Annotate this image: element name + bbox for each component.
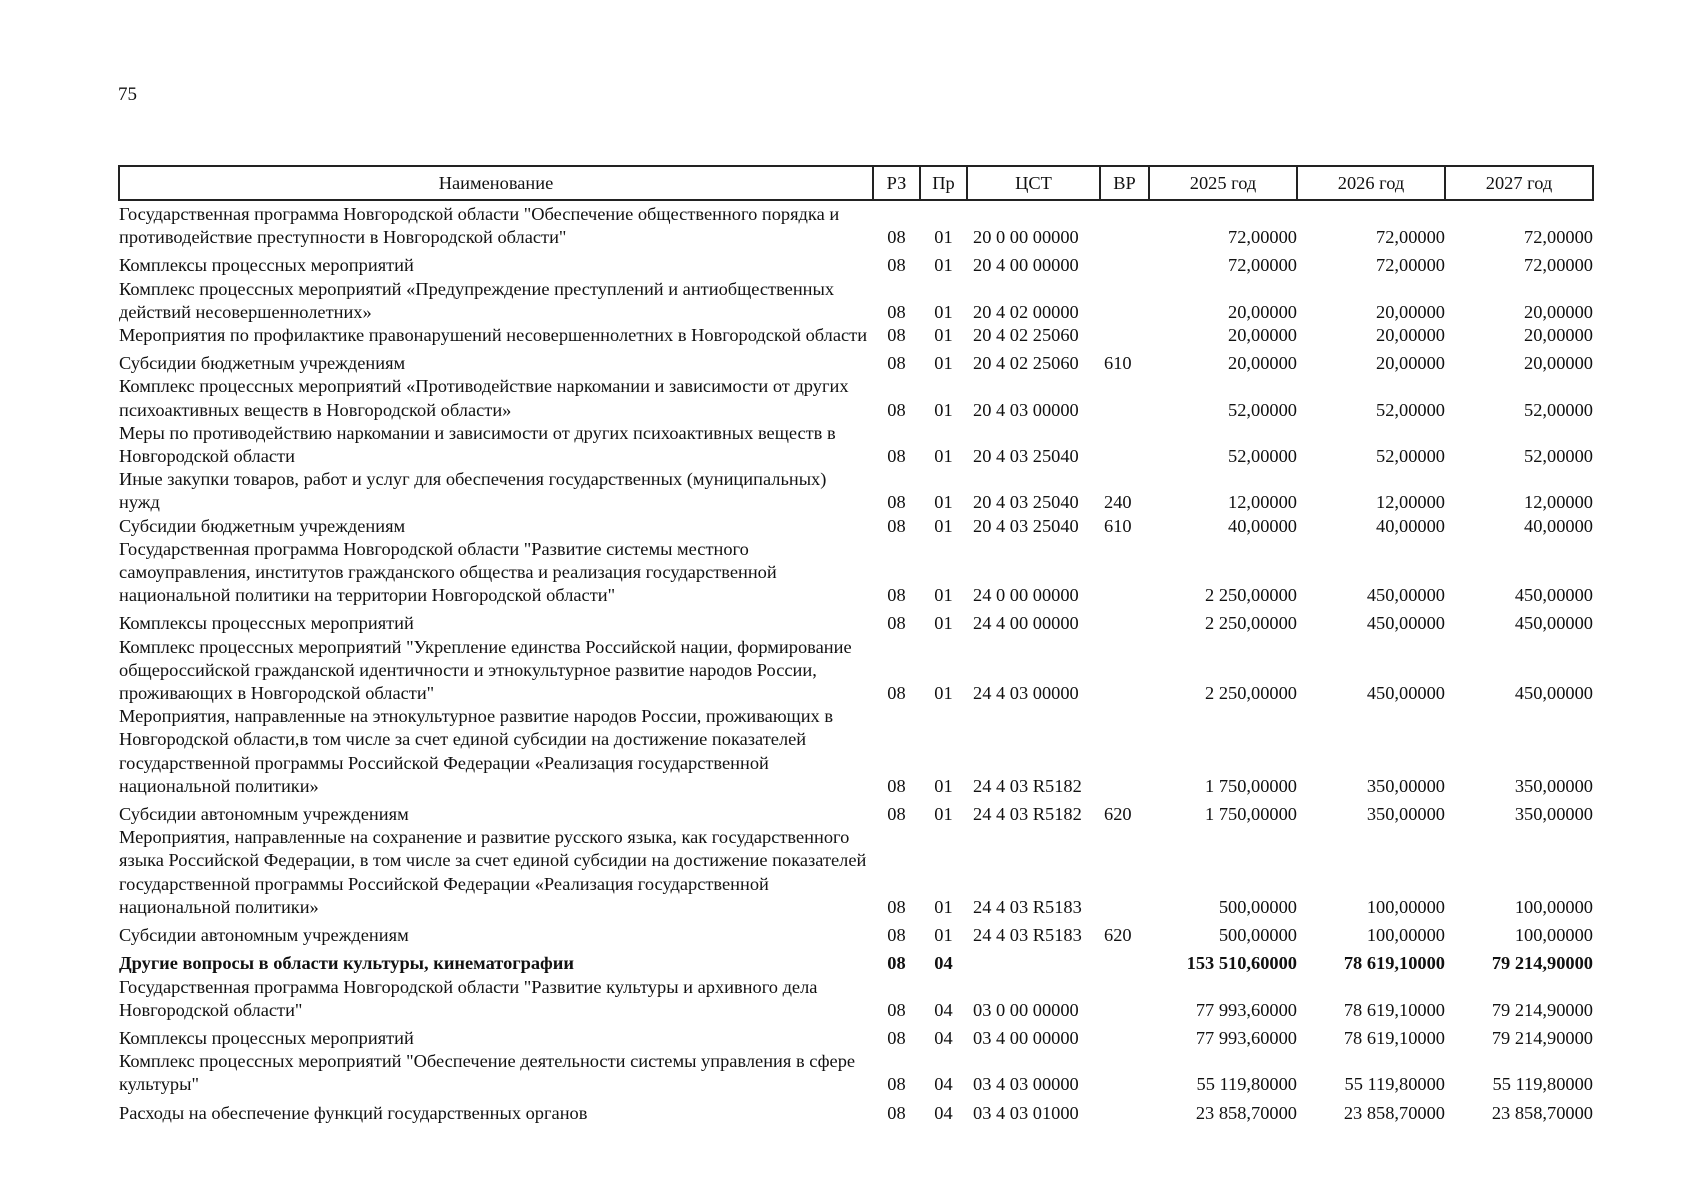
cell-y2026: 78 619,10000: [1343, 1027, 1445, 1048]
budget-table-container: [118, 165, 1592, 1125]
cell-y2027: 12,00000: [1524, 492, 1593, 513]
cell-y2025: 20,00000: [1228, 325, 1297, 346]
cell-name: Субсидии автономным учреждениям: [119, 804, 409, 825]
cell-y2026: 450,00000: [1366, 585, 1445, 606]
table-row: [119, 947, 1593, 975]
cell-y2027: 52,00000: [1524, 399, 1593, 420]
cell-rz: 08: [887, 255, 906, 276]
cell-y2027: 23 858,70000: [1491, 1102, 1593, 1123]
header-2026: 2026 год: [1297, 166, 1445, 200]
cell-cst: 24 4 00 00000: [973, 613, 1079, 634]
cell-vr: [1100, 324, 1149, 347]
table-row: [119, 375, 1593, 421]
cell-pr: 04: [934, 1074, 953, 1095]
cell-y2027: 20,00000: [1524, 301, 1593, 322]
cell-cst: 20 4 03 25040: [973, 492, 1079, 513]
cell-y2025: 72,00000: [1228, 227, 1297, 248]
header-row: [119, 166, 1593, 200]
cell-cst: [967, 947, 1100, 975]
cell-y2026: 100,00000: [1366, 896, 1445, 917]
table-row: [119, 919, 1593, 947]
cell-pr: 01: [934, 399, 953, 420]
cell-y2027: 450,00000: [1514, 613, 1593, 634]
cell-y2027: 79 214,90000: [1491, 953, 1593, 974]
table-row: [119, 538, 1593, 608]
cell-y2025: 1 750,00000: [1205, 775, 1297, 796]
table-body: [119, 200, 1593, 1125]
cell-cst: 20 4 00 00000: [973, 255, 1079, 276]
cell-pr: 01: [934, 353, 953, 374]
header-vr: ВР: [1100, 166, 1149, 200]
cell-name: Комплекс процессных мероприятий «Противодействие наркомании и зависимости от других психоактивных веществ в Новгородской области»: [119, 376, 849, 420]
cell-y2026: 20,00000: [1376, 353, 1445, 374]
cell-pr: 01: [934, 325, 953, 346]
cell-y2026: 52,00000: [1376, 446, 1445, 467]
cell-name: Комплексы процессных мероприятий: [119, 613, 414, 634]
cell-pr: 01: [934, 492, 953, 513]
cell-rz: 08: [887, 1074, 906, 1095]
cell-rz: 08: [887, 301, 906, 322]
cell-pr: 01: [934, 804, 953, 825]
cell-pr: 01: [934, 227, 953, 248]
cell-cst: 03 4 03 00000: [973, 1074, 1079, 1095]
table-row: [119, 324, 1593, 347]
cell-cst: 20 4 02 00000: [973, 301, 1079, 322]
cell-name: Комплексы процессных мероприятий: [119, 1027, 414, 1048]
cell-y2027: 350,00000: [1514, 804, 1593, 825]
cell-rz: 08: [887, 492, 906, 513]
cell-pr: 01: [934, 683, 953, 704]
cell-name: Комплексы процессных мероприятий: [119, 255, 414, 276]
cell-vr: [1100, 636, 1149, 706]
cell-name: Комплекс процессных мероприятий "Укрепление единства Российской нации, формирование общероссийской гражданской идентичности и этнокультурное развитие народов России, проживающих в Новгородской области": [119, 636, 852, 704]
cell-rz: 08: [887, 325, 906, 346]
cell-pr: 01: [934, 775, 953, 796]
cell-rz: 08: [887, 353, 906, 374]
cell-y2027: 20,00000: [1524, 353, 1593, 374]
cell-vr: [1100, 705, 1149, 798]
cell-rz: 08: [887, 925, 906, 946]
cell-vr: [1100, 607, 1149, 635]
cell-y2025: 77 993,60000: [1195, 999, 1297, 1020]
cell-vr: [1100, 278, 1149, 324]
cell-y2027: 100,00000: [1514, 925, 1593, 946]
cell-vr: [1100, 249, 1149, 277]
cell-rz: 08: [887, 775, 906, 796]
cell-y2025: 12,00000: [1228, 492, 1297, 513]
cell-y2026: 450,00000: [1366, 683, 1445, 704]
cell-vr: 620: [1104, 925, 1132, 946]
cell-cst: 24 4 03 R5183: [973, 925, 1082, 946]
cell-y2027: 450,00000: [1514, 683, 1593, 704]
cell-y2027: 350,00000: [1514, 775, 1593, 796]
table-row: [119, 468, 1593, 514]
table-row: [119, 607, 1593, 635]
cell-vr: 610: [1104, 353, 1132, 374]
cell-pr: 01: [934, 515, 953, 536]
cell-pr: 01: [934, 896, 953, 917]
cell-rz: 08: [887, 999, 906, 1020]
cell-y2025: 77 993,60000: [1195, 1027, 1297, 1048]
cell-y2025: 72,00000: [1228, 255, 1297, 276]
cell-vr: 240: [1104, 492, 1132, 513]
header-pr: Пр: [920, 166, 967, 200]
table-row: [119, 798, 1593, 826]
budget-table: [118, 165, 1594, 1125]
cell-rz: 08: [887, 613, 906, 634]
cell-rz: 08: [887, 515, 906, 536]
cell-y2026: 78 619,10000: [1343, 999, 1445, 1020]
table-row: [119, 422, 1593, 468]
cell-y2026: 12,00000: [1376, 492, 1445, 513]
cell-vr: [1100, 1022, 1149, 1050]
cell-name: Государственная программа Новгородской области "Обеспечение общественного порядка и противодействие преступности в Новгородской области": [119, 204, 840, 248]
cell-vr: [1100, 1050, 1149, 1096]
cell-y2025: 20,00000: [1228, 301, 1297, 322]
table-row: [119, 826, 1593, 919]
cell-y2026: 450,00000: [1366, 613, 1445, 634]
cell-rz: 08: [887, 585, 906, 606]
cell-y2026: 52,00000: [1376, 399, 1445, 420]
cell-rz: 08: [887, 399, 906, 420]
cell-y2027: 40,00000: [1524, 515, 1593, 536]
cell-y2027: 72,00000: [1524, 255, 1593, 276]
cell-cst: 20 4 02 25060: [973, 353, 1079, 374]
cell-y2025: 52,00000: [1228, 446, 1297, 467]
table-row: [119, 705, 1593, 798]
cell-name: Субсидии бюджетным учреждениям: [119, 515, 406, 536]
cell-vr: [1100, 976, 1149, 1022]
cell-cst: 24 4 03 00000: [973, 683, 1079, 704]
cell-y2027: 20,00000: [1524, 325, 1593, 346]
cell-name: Другие вопросы в области культуры, кинематографии: [119, 953, 574, 974]
cell-y2025: 500,00000: [1218, 925, 1297, 946]
header-2027: 2027 год: [1445, 166, 1593, 200]
cell-pr: 01: [934, 446, 953, 467]
cell-y2026: 100,00000: [1366, 925, 1445, 946]
cell-pr: 04: [934, 1027, 953, 1048]
cell-cst: 03 0 00 00000: [973, 999, 1079, 1020]
cell-y2025: 500,00000: [1218, 896, 1297, 917]
cell-vr: 620: [1104, 804, 1132, 825]
cell-cst: 20 0 00 00000: [973, 227, 1079, 248]
table-row: [119, 1097, 1593, 1125]
cell-rz: 08: [887, 896, 906, 917]
cell-y2027: 450,00000: [1514, 585, 1593, 606]
cell-vr: [1100, 826, 1149, 919]
cell-vr: [1100, 1097, 1149, 1125]
cell-cst: 24 4 03 R5183: [973, 896, 1082, 917]
cell-y2027: 52,00000: [1524, 446, 1593, 467]
table-row: [119, 200, 1593, 249]
cell-cst: 03 4 03 01000: [973, 1102, 1079, 1123]
cell-y2025: 1 750,00000: [1205, 804, 1297, 825]
cell-name: Комплекс процессных мероприятий «Предупреждение преступлений и антиобщественных действий несовершеннолетних»: [119, 278, 835, 322]
cell-y2026: 72,00000: [1376, 255, 1445, 276]
cell-pr: 01: [934, 613, 953, 634]
header-name: Наименование: [119, 166, 873, 200]
cell-y2027: 100,00000: [1514, 896, 1593, 917]
cell-vr: [1100, 375, 1149, 421]
cell-cst: 20 4 03 25040: [973, 515, 1079, 536]
cell-y2025: 153 510,60000: [1186, 953, 1297, 974]
cell-rz: 08: [887, 1027, 906, 1048]
cell-y2026: 78 619,10000: [1343, 953, 1445, 974]
cell-name: Расходы на обеспечение функций государственных органов: [119, 1102, 588, 1123]
cell-y2025: 52,00000: [1228, 399, 1297, 420]
header-cst: ЦСТ: [967, 166, 1100, 200]
cell-name: Государственная программа Новгородской области "Развитие системы местного самоуправления, институтов гражданского общества и реализация государственной национальной политики на территории Новгородской области": [119, 538, 777, 606]
table-row: [119, 347, 1593, 375]
cell-y2026: 350,00000: [1366, 804, 1445, 825]
cell-y2027: 55 119,80000: [1492, 1074, 1593, 1095]
cell-y2025: 55 119,80000: [1196, 1074, 1297, 1095]
cell-y2026: 72,00000: [1376, 227, 1445, 248]
cell-rz: 08: [887, 953, 906, 974]
cell-rz: 08: [887, 446, 906, 467]
cell-y2025: 2 250,00000: [1205, 585, 1297, 606]
cell-y2025: 2 250,00000: [1205, 683, 1297, 704]
table-row: [119, 249, 1593, 277]
cell-name: Мероприятия по профилактике правонарушений несовершеннолетних в Новгородской области: [119, 325, 868, 346]
cell-rz: 08: [887, 683, 906, 704]
cell-y2027: 72,00000: [1524, 227, 1593, 248]
table-row: [119, 1050, 1593, 1096]
cell-vr: [1100, 538, 1149, 608]
cell-name: Иные закупки товаров, работ и услуг для обеспечения государственных (муниципальных) нужд: [119, 469, 827, 513]
cell-y2026: 20,00000: [1376, 301, 1445, 322]
table-row: [119, 636, 1593, 706]
page-number: 75: [118, 84, 137, 105]
header-rz: РЗ: [873, 166, 920, 200]
cell-pr: 04: [934, 1102, 953, 1123]
cell-vr: 610: [1104, 515, 1132, 536]
cell-vr: [1100, 947, 1149, 975]
cell-y2026: 40,00000: [1376, 515, 1445, 536]
cell-name: Субсидии бюджетным учреждениям: [119, 353, 406, 374]
cell-vr: [1100, 422, 1149, 468]
cell-rz: 08: [887, 227, 906, 248]
cell-y2026: 23 858,70000: [1343, 1102, 1445, 1123]
cell-cst: 24 0 00 00000: [973, 585, 1079, 606]
cell-name: Государственная программа Новгородской области "Развитие культуры и архивного дела Новгородской области": [119, 976, 818, 1020]
cell-cst: 20 4 02 25060: [973, 325, 1079, 346]
cell-y2026: 20,00000: [1376, 325, 1445, 346]
cell-pr: 01: [934, 585, 953, 606]
cell-y2026: 350,00000: [1366, 775, 1445, 796]
table-header: [119, 166, 1593, 200]
cell-y2025: 40,00000: [1228, 515, 1297, 536]
cell-cst: 20 4 03 25040: [973, 446, 1079, 467]
cell-pr: 01: [934, 301, 953, 322]
cell-cst: 24 4 03 R5182: [973, 775, 1082, 796]
cell-name: Мероприятия, направленные на этнокультурное развитие народов России, проживающих в Новгородской области,в том числе за счет единой субсидии на достижение показателей государственной программы Российской Федерации «Реализация государственной национальной политики»: [119, 706, 834, 796]
cell-pr: 01: [934, 255, 953, 276]
cell-cst: 03 4 00 00000: [973, 1027, 1079, 1048]
cell-y2025: 2 250,00000: [1205, 613, 1297, 634]
cell-vr: [1100, 200, 1149, 249]
cell-y2025: 23 858,70000: [1195, 1102, 1297, 1123]
cell-name: Комплекс процессных мероприятий "Обеспечение деятельности системы управления в сфере культуры": [119, 1051, 856, 1095]
cell-rz: 08: [887, 804, 906, 825]
cell-y2025: 20,00000: [1228, 353, 1297, 374]
cell-pr: 04: [934, 999, 953, 1020]
cell-y2027: 79 214,90000: [1491, 1027, 1593, 1048]
cell-y2027: 79 214,90000: [1491, 999, 1593, 1020]
cell-rz: 08: [887, 1102, 906, 1123]
cell-cst: 24 4 03 R5182: [973, 804, 1082, 825]
cell-y2026: 55 119,80000: [1344, 1074, 1445, 1095]
table-row: [119, 976, 1593, 1022]
cell-name: Меры по противодействию наркомании и зависимости от других психоактивных веществ в Новгородской области: [119, 422, 836, 467]
cell-pr: 01: [934, 925, 953, 946]
table-row: [119, 515, 1593, 538]
cell-name: Мероприятия, направленные на сохранение и развитие русского языка, как государственного языка Российской Федерации, в том числе за счет единой субсидии на достижение показателей государственной программы Российской Федерации «Реализация государственной национальной политики»: [119, 827, 867, 917]
table-row: [119, 278, 1593, 324]
cell-pr: 04: [934, 953, 953, 974]
table-row: [119, 1022, 1593, 1050]
cell-cst: 20 4 03 00000: [973, 399, 1079, 420]
header-2025: 2025 год: [1149, 166, 1297, 200]
cell-name: Субсидии автономным учреждениям: [119, 925, 409, 946]
